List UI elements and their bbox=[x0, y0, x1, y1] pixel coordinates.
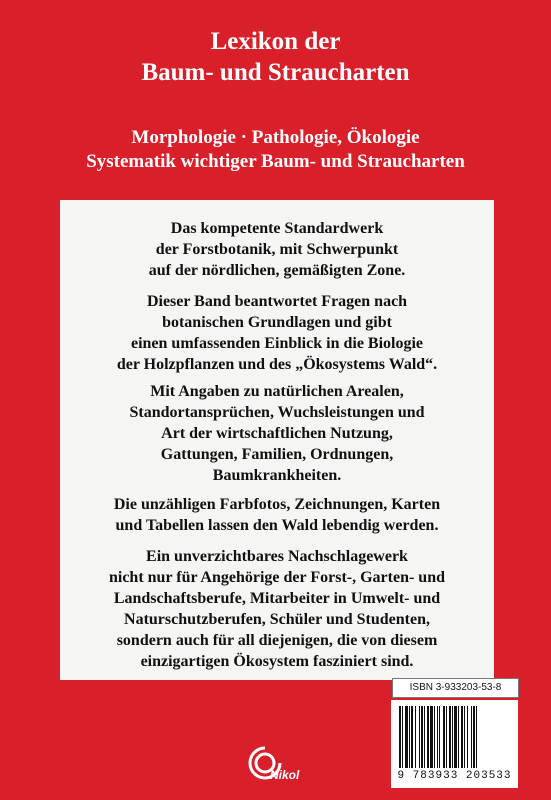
barcode bbox=[391, 700, 518, 788]
paragraph-farbfotos: Die unzähligen Farbfotos, Zeichnungen, Karten und Tabellen lassen den Wald lebendig werden. bbox=[113, 496, 441, 534]
paragraph-band: Dieser Band beantwortet Fragen nach botanischen Grundlagen und gibt einen umfassenden Einblick in die Biologie der Holzpflanzen und des „Ökosystems Wald“. bbox=[116, 293, 438, 373]
subtitle-line-2: Systematik wichtiger Baum- und Straucharten bbox=[86, 151, 465, 172]
title-line-2: Baum- und Straucharten bbox=[141, 59, 410, 86]
book-title bbox=[0, 26, 551, 88]
paragraph-angaben: Mit Angaben zu natürlichen Arealen, Standortansprüchen, Wuchsleistungen und Art der wirtschaftlichen Nutzung, Gattungen, Familien, Ordnungen, Baumkrankheiten. bbox=[129, 383, 425, 484]
subtitle-line-1: Morphologie · Pathologie, Ökologie bbox=[131, 127, 420, 148]
publisher-name: Nikol bbox=[270, 768, 300, 782]
description-panel bbox=[60, 200, 494, 680]
barcode-bars bbox=[399, 706, 511, 768]
isbn-label: ISBN 3-933203-53-8 bbox=[392, 678, 519, 698]
barcode-number: 9 783933 203533 bbox=[397, 770, 512, 782]
publisher-logo bbox=[248, 746, 318, 786]
paragraph-nachschlagewerk: Ein unverzichtbares Nachschlagewerk nicht nur für Angehörige der Forst-, Garten- und Landschaftsberufe, Mitarbeiter in Umwelt- und Naturschutzberufen, Schüler und Studenten, sondern auch für all diejenigen, die von diesem einzigartigen Ökosystem fasziniert sind. bbox=[108, 548, 445, 670]
barcode-bar bbox=[476, 706, 477, 768]
title-line-1: Lexikon der bbox=[210, 28, 341, 55]
paragraph-standardwerk: Das kompetente Standardwerk der Forstbotanik, mit Schwerpunkt auf der nördlichen, gemäßigten Zone. bbox=[148, 220, 406, 279]
book-subtitle bbox=[0, 126, 551, 174]
